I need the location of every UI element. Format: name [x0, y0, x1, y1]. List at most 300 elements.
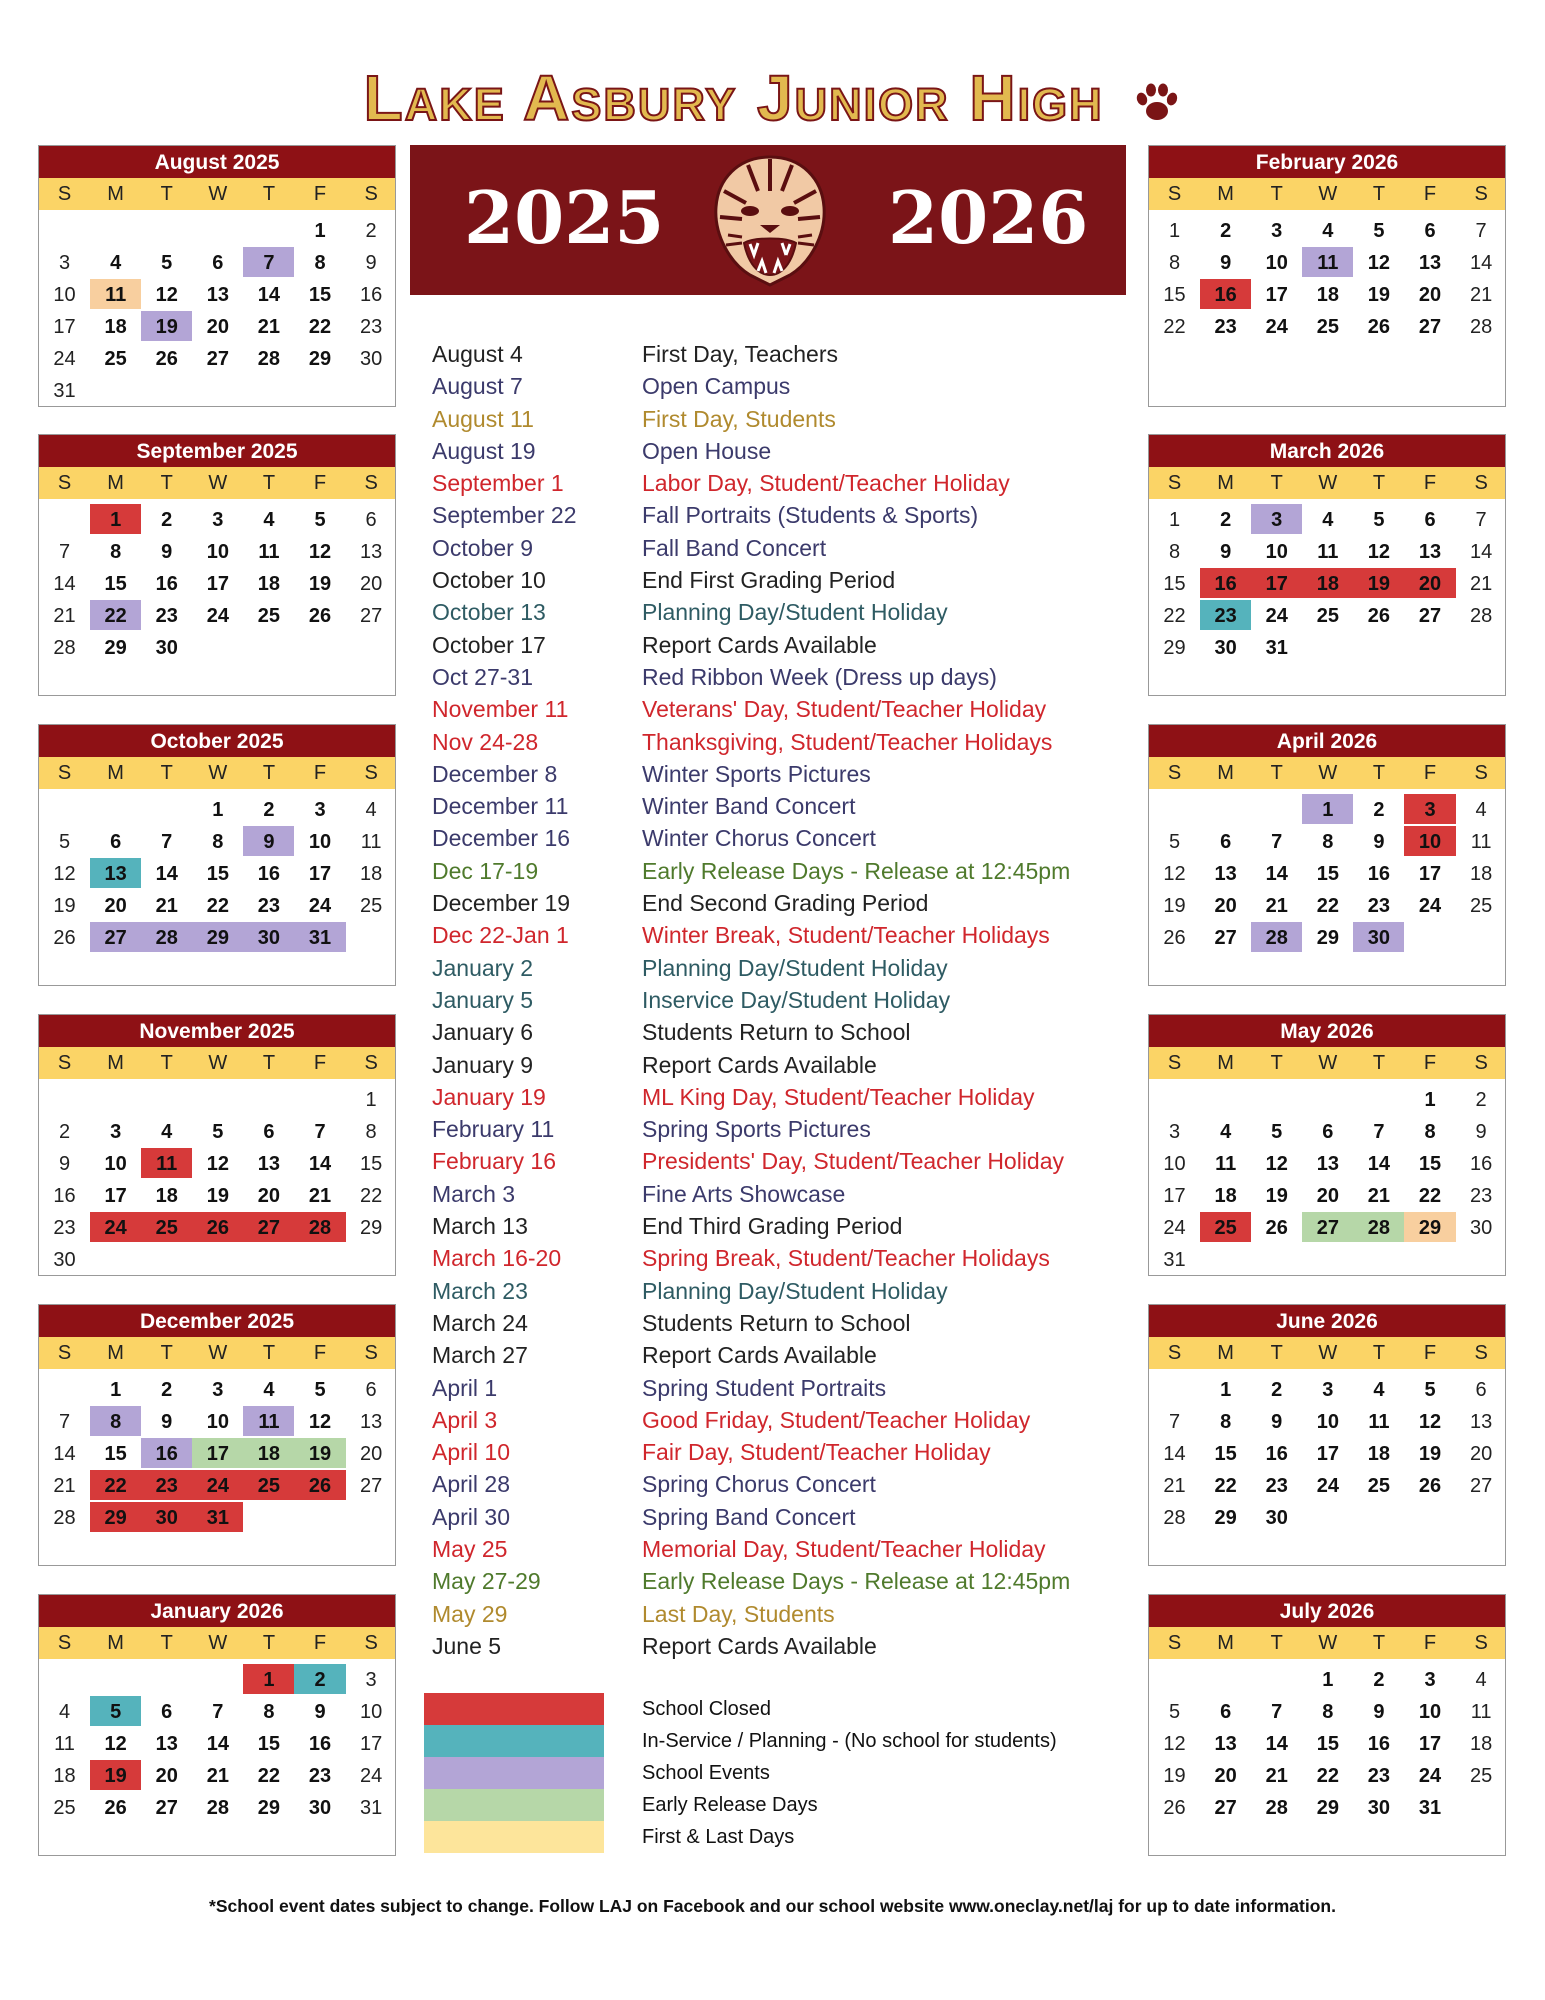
calendar-day: 23	[141, 1470, 192, 1500]
event-date: December 16	[432, 825, 571, 852]
calendar-empty-cell	[192, 632, 243, 662]
calendar-week-row	[1149, 825, 1505, 857]
calendar-day: 15	[1163, 573, 1186, 595]
calendar-day: 4	[1373, 1379, 1385, 1401]
event-date: March 27	[432, 1342, 528, 1369]
calendar-week-row	[1149, 1759, 1505, 1791]
calendar-day: 7	[212, 1701, 224, 1723]
event-description: Good Friday, Student/Teacher Holiday	[642, 1406, 1031, 1433]
calendar-day: 15	[1316, 863, 1339, 885]
weekday-label: W	[208, 1632, 228, 1654]
calendar-empty-cell	[294, 1244, 345, 1274]
weekday-label: S	[57, 762, 72, 784]
event-row	[432, 1081, 1132, 1113]
event-row	[432, 822, 1132, 854]
weekday-label: F	[313, 472, 327, 494]
calendar-day: 1	[1302, 794, 1353, 824]
calendar-empty-cell	[141, 1664, 192, 1694]
weekday-label: S	[1167, 762, 1182, 784]
calendar-day: 9	[365, 252, 377, 274]
calendar-day: 11	[360, 831, 382, 853]
calendar-week-row	[1149, 1373, 1505, 1405]
event-row	[432, 1049, 1132, 1081]
weekday-label: S	[57, 1052, 72, 1074]
calendar-day: 10	[1404, 826, 1455, 856]
calendar-day: 14	[206, 1733, 229, 1755]
weekday-label: T	[1372, 183, 1386, 205]
weekday-label: T	[1270, 1632, 1283, 1654]
calendar-day: 18	[155, 1185, 178, 1207]
calendar-week-row	[1149, 1663, 1505, 1695]
calendar-title: February 2026	[1149, 146, 1505, 178]
weekday-label: W	[1318, 1632, 1338, 1654]
page-title	[0, 58, 1545, 143]
event-date: December 8	[432, 760, 558, 787]
calendar-day: 17	[1418, 1733, 1442, 1755]
calendar-day: 17	[192, 1438, 243, 1468]
event-row	[432, 403, 1132, 435]
event-row	[432, 1016, 1132, 1048]
calendar-empty-cell	[1200, 1664, 1251, 1694]
calendar-empty-cell	[1302, 632, 1353, 662]
calendar-day: 10	[1265, 541, 1288, 563]
year-banner	[410, 145, 1126, 295]
calendar-empty-cell	[192, 1084, 243, 1114]
weekday-label: S	[364, 1052, 378, 1074]
event-date: August 11	[432, 405, 534, 432]
event-row	[432, 726, 1132, 758]
weekday-label: T	[262, 1342, 276, 1364]
calendar-empty-cell	[1456, 922, 1507, 952]
weekday-header	[39, 178, 395, 210]
event-description: Veterans' Day, Student/Teacher Holiday	[642, 696, 1047, 723]
calendar-day: 21	[1469, 573, 1493, 595]
calendar-day: 31	[294, 922, 345, 952]
event-date: September 22	[432, 502, 577, 529]
calendar-empty-cell	[1200, 1244, 1251, 1274]
calendar-day: 7	[1373, 1121, 1385, 1143]
weekday-label: S	[57, 183, 72, 205]
calendar-day: 20	[1418, 284, 1442, 306]
event-row	[432, 1242, 1132, 1274]
weekday-label: M	[107, 183, 124, 205]
calendar-day: 22	[1163, 316, 1186, 338]
event-row	[432, 1533, 1132, 1565]
calendar-day: 6	[1220, 1701, 1232, 1723]
weekday-header	[1149, 467, 1505, 499]
event-date: May 25	[432, 1535, 508, 1562]
calendar-day: 19	[53, 895, 76, 917]
calendar-feb	[1148, 145, 1506, 407]
calendar-day: 4	[58, 1701, 71, 1723]
event-description: Fall Portraits (Students & Sports)	[642, 502, 979, 529]
calendar-day: 5	[90, 1696, 141, 1726]
calendar-day: 28	[1353, 1212, 1404, 1242]
calendar-title: March 2026	[1149, 435, 1505, 467]
legend-item	[424, 1725, 1124, 1757]
calendar-day: 26	[1367, 316, 1391, 338]
calendar-oct	[38, 724, 396, 986]
calendar-day: 28	[294, 1212, 345, 1242]
event-description: Spring Break, Student/Teacher Holidays	[642, 1245, 1050, 1272]
event-date: April 1	[432, 1374, 498, 1401]
weekday-label: S	[57, 472, 72, 494]
calendar-day: 28	[1163, 1507, 1186, 1529]
calendar-day: 11	[141, 1148, 192, 1178]
event-description: Fair Day, Student/Teacher Holiday	[642, 1439, 991, 1466]
calendar-day: 22	[90, 600, 141, 630]
calendar-day: 16	[1200, 279, 1251, 309]
event-description: First Day, Students	[642, 405, 836, 432]
event-row	[432, 370, 1132, 402]
calendar-day: 23	[1367, 895, 1391, 917]
calendar-week-row	[1149, 857, 1505, 889]
calendar-day: 2	[294, 1664, 345, 1694]
calendar-day: 27	[1418, 605, 1442, 627]
calendar-day: 24	[206, 605, 229, 627]
weekday-header	[39, 1047, 395, 1079]
calendar-day: 23	[257, 895, 281, 917]
calendar-empty-cell	[1404, 632, 1455, 662]
calendar-week-row	[39, 1373, 395, 1405]
calendar-day: 25	[1367, 1475, 1391, 1497]
calendar-week-row	[1149, 1211, 1505, 1243]
calendar-day: 16	[155, 573, 178, 595]
calendar-day: 18	[1469, 1733, 1493, 1755]
calendar-day: 12	[308, 541, 332, 563]
weekday-label: S	[364, 1632, 378, 1654]
calendar-day: 22	[257, 1765, 281, 1787]
calendar-day: 20	[1316, 1185, 1339, 1207]
calendar-empty-cell	[294, 1502, 345, 1532]
calendar-day: 8	[1424, 1121, 1436, 1143]
event-description: Planning Day/Student Holiday	[642, 599, 948, 626]
calendar-day: 2	[161, 509, 173, 531]
calendar-day: 15	[1316, 1733, 1339, 1755]
calendar-day: 27	[359, 1475, 383, 1497]
calendar-day: 20	[206, 316, 229, 338]
calendar-day: 1	[314, 220, 326, 242]
calendar-day: 25	[53, 1797, 76, 1819]
calendar-jun	[1148, 1304, 1506, 1566]
calendar-day: 31	[359, 1797, 383, 1819]
calendar-empty-cell	[1353, 632, 1404, 662]
event-description: Open House	[642, 437, 772, 464]
calendar-day: 15	[1214, 1443, 1237, 1465]
calendar-day: 24	[192, 1470, 243, 1500]
calendar-empty-cell	[346, 375, 397, 405]
calendar-day: 4	[263, 509, 275, 531]
event-row	[432, 1145, 1132, 1177]
event-row	[432, 758, 1132, 790]
calendar-day: 25	[1316, 316, 1339, 338]
event-row	[432, 952, 1132, 984]
legend-swatch	[424, 1693, 604, 1725]
calendar-day: 13	[1418, 541, 1442, 563]
calendar-day: 5	[1168, 1701, 1181, 1723]
calendar-day: 18	[1316, 284, 1339, 306]
calendar-day: 5	[314, 1379, 326, 1401]
calendar-empty-cell	[1149, 794, 1200, 824]
calendar-day: 14	[1367, 1153, 1391, 1175]
calendar-day: 14	[53, 1443, 76, 1465]
calendar-day: 12	[1265, 1153, 1288, 1175]
calendar-empty-cell	[1404, 922, 1455, 952]
event-date: February 11	[432, 1116, 555, 1143]
calendar-day: 12	[155, 284, 178, 306]
event-row	[432, 1565, 1132, 1597]
calendar-day: 14	[1163, 1443, 1186, 1465]
calendar-day: 21	[53, 605, 76, 627]
calendar-day: 4	[365, 799, 377, 821]
calendar-day: 7	[1168, 1411, 1181, 1433]
calendar-day: 23	[1265, 1475, 1288, 1497]
calendar-day: 21	[1367, 1185, 1391, 1207]
calendar-empty-cell	[1251, 794, 1302, 824]
calendar-day: 7	[1475, 509, 1487, 531]
calendar-day: 17	[53, 316, 76, 338]
calendar-empty-cell	[90, 1244, 141, 1274]
weekday-label: W	[1318, 183, 1338, 205]
calendar-day: 28	[1265, 1797, 1288, 1819]
legend-swatch	[424, 1757, 604, 1789]
calendar-day: 19	[141, 311, 192, 341]
calendar-day: 12	[308, 1411, 332, 1433]
weekday-label: S	[57, 1632, 72, 1654]
calendar-day: 14	[1265, 863, 1288, 885]
calendar-week-row	[39, 567, 395, 599]
weekday-label: F	[1423, 1052, 1437, 1074]
weekday-label: W	[208, 762, 228, 784]
calendar-empty-cell	[243, 215, 294, 245]
event-row	[432, 790, 1132, 822]
calendar-day: 30	[1265, 1507, 1288, 1529]
weekday-label: T	[160, 1052, 173, 1074]
calendar-week-row	[39, 342, 395, 374]
calendar-week-row	[39, 1695, 395, 1727]
calendar-week-row	[1149, 1405, 1505, 1437]
calendar-day: 29	[257, 1797, 281, 1819]
calendar-day: 8	[1168, 541, 1181, 563]
calendar-day: 20	[359, 1443, 383, 1465]
calendar-day: 8	[1168, 252, 1181, 274]
calendar-empty-cell	[243, 1502, 294, 1532]
calendar-day: 31	[53, 380, 76, 402]
event-date: May 29	[432, 1600, 508, 1627]
calendar-day: 5	[1373, 220, 1385, 242]
calendar-week-row	[39, 599, 395, 631]
calendar-mar	[1148, 434, 1506, 696]
calendar-empty-cell	[1149, 1374, 1200, 1404]
event-description: Winter Chorus Concert	[642, 825, 876, 852]
legend-label: In-Service / Planning - (No school for students)	[642, 1729, 1057, 1752]
event-description: Fine Arts Showcase	[642, 1180, 846, 1207]
calendar-empty-cell	[294, 632, 345, 662]
legend-swatch	[424, 1821, 604, 1853]
calendar-empty-cell	[39, 1664, 90, 1694]
calendar-empty-cell	[192, 215, 243, 245]
weekday-label: F	[313, 1052, 327, 1074]
calendar-day: 18	[1302, 568, 1353, 598]
calendar-day: 18	[1214, 1185, 1237, 1207]
weekday-label: M	[1217, 1342, 1234, 1364]
calendar-day: 24	[359, 1765, 383, 1787]
calendar-day: 21	[1265, 895, 1288, 917]
calendar-dec	[38, 1304, 396, 1566]
event-row	[432, 855, 1132, 887]
calendar-day: 16	[308, 1733, 332, 1755]
weekday-label: S	[1474, 762, 1488, 784]
calendar-day: 16	[53, 1185, 76, 1207]
weekday-label: T	[1372, 1052, 1386, 1074]
calendar-day: 4	[1475, 799, 1487, 821]
calendar-day: 7	[58, 541, 71, 563]
calendar-day: 26	[1163, 1797, 1186, 1819]
event-date: September 1	[432, 470, 564, 497]
calendar-day: 15	[104, 573, 127, 595]
calendar-day: 5	[1168, 831, 1181, 853]
event-row	[432, 338, 1132, 370]
weekday-label: T	[1372, 472, 1386, 494]
calendar-empty-cell	[1302, 1084, 1353, 1114]
calendar-day: 22	[308, 316, 332, 338]
calendar-empty-cell	[243, 632, 294, 662]
calendar-day: 3	[212, 1379, 224, 1401]
calendar-day: 25	[1200, 1212, 1251, 1242]
paw-print-icon	[1133, 63, 1181, 143]
event-description: Winter Band Concert	[642, 793, 856, 820]
calendar-week-row	[1149, 599, 1505, 631]
weekday-label: S	[1167, 1052, 1182, 1074]
calendar-day: 26	[1265, 1217, 1288, 1239]
calendar-day: 5	[1373, 509, 1385, 531]
calendar-day: 19	[308, 573, 332, 595]
legend-item	[424, 1693, 1124, 1725]
calendar-week-row	[39, 793, 395, 825]
event-description: Spring Student Portraits	[642, 1374, 887, 1401]
calendar-day: 17	[359, 1733, 383, 1755]
weekday-label: M	[1217, 472, 1234, 494]
event-row	[432, 1210, 1132, 1242]
calendar-week-row	[1149, 567, 1505, 599]
calendar-empty-cell	[39, 1084, 90, 1114]
event-date: November 11	[432, 696, 569, 723]
calendar-day: 21	[1469, 284, 1493, 306]
calendar-day: 28	[141, 922, 192, 952]
event-row	[432, 1178, 1132, 1210]
weekday-header	[39, 1337, 395, 1369]
calendar-empty-cell	[90, 215, 141, 245]
legend-swatch	[424, 1725, 604, 1757]
calendar-week-row	[1149, 214, 1505, 246]
calendar-day: 2	[161, 1379, 173, 1401]
calendar-day: 25	[257, 605, 281, 627]
event-description: Early Release Days - Release at 12:45pm	[642, 1568, 1071, 1595]
calendar-day: 8	[90, 1406, 141, 1436]
calendar-title: August 2025	[39, 146, 395, 178]
weekday-label: W	[1318, 1052, 1338, 1074]
event-date: October 13	[432, 599, 546, 626]
calendar-day: 10	[1163, 1153, 1186, 1175]
calendar-day: 2	[1220, 509, 1232, 531]
calendar-day: 8	[212, 831, 224, 853]
calendar-day: 2	[1475, 1089, 1487, 1111]
calendar-day: 6	[1424, 509, 1436, 531]
calendar-jan	[38, 1594, 396, 1856]
calendar-day: 16	[257, 863, 281, 885]
calendar-day: 3	[1424, 1669, 1436, 1691]
legend-swatch	[424, 1789, 604, 1821]
calendar-day: 23	[53, 1217, 76, 1239]
calendar-week-row	[39, 1405, 395, 1437]
footnote: *School event dates subject to change. Follow LAJ on Facebook and our school website www.oneclay.net/laj for up to date information.	[209, 1896, 1336, 1916]
calendar-day: 10	[308, 831, 332, 853]
weekday-label: T	[160, 472, 173, 494]
calendar-day: 17	[1163, 1185, 1186, 1207]
calendar-day: 27	[206, 348, 229, 370]
weekday-label: F	[1423, 762, 1437, 784]
weekday-label: S	[364, 472, 378, 494]
weekday-label: T	[262, 762, 276, 784]
calendar-day: 11	[258, 541, 280, 563]
calendar-day: 3	[365, 1669, 377, 1691]
weekday-label: T	[1372, 1342, 1386, 1364]
event-date: February 16	[432, 1148, 557, 1175]
calendar-day: 17	[1316, 1443, 1339, 1465]
calendar-week-row	[1149, 921, 1505, 953]
calendar-day: 8	[263, 1701, 275, 1723]
calendar-day: 4	[1475, 1669, 1487, 1691]
calendar-day: 24	[1265, 316, 1288, 338]
calendar-week-row	[1149, 631, 1505, 663]
calendar-day: 14	[1265, 1733, 1288, 1755]
calendar-day: 11	[1215, 1153, 1237, 1175]
calendar-day: 2	[1373, 1669, 1385, 1691]
calendar-day: 5	[1271, 1121, 1283, 1143]
calendar-empty-cell	[243, 1244, 294, 1274]
calendar-day: 16	[1367, 1733, 1391, 1755]
calendar-empty-cell	[141, 215, 192, 245]
legend-label: Early Release Days	[642, 1793, 818, 1816]
calendar-day: 27	[1418, 316, 1442, 338]
weekday-label: T	[1270, 183, 1283, 205]
calendar-week-row	[39, 825, 395, 857]
calendar-week-row	[1149, 246, 1505, 278]
calendar-day: 3	[1404, 794, 1455, 824]
calendar-day: 14	[1469, 252, 1493, 274]
calendar-week-row	[39, 1437, 395, 1469]
calendar-day: 20	[359, 573, 383, 595]
calendar-day: 23	[155, 605, 178, 627]
weekday-header	[39, 1627, 395, 1659]
event-date: April 10	[432, 1439, 510, 1466]
weekday-label: T	[1372, 1632, 1386, 1654]
calendar-day: 13	[1214, 863, 1237, 885]
weekday-label: T	[1270, 1052, 1283, 1074]
calendar-day: 13	[359, 541, 383, 563]
event-description: Report Cards Available	[642, 1342, 877, 1369]
calendar-week-row	[39, 278, 395, 310]
weekday-label: F	[313, 1632, 327, 1654]
event-description: Report Cards Available	[642, 1051, 877, 1078]
legend-label: School Events	[642, 1761, 770, 1784]
calendar-day: 16	[1469, 1153, 1493, 1175]
calendar-day: 10	[359, 1701, 383, 1723]
calendar-day: 4	[263, 1379, 275, 1401]
calendar-day: 6	[1322, 1121, 1334, 1143]
calendar-day: 11	[90, 279, 141, 309]
calendar-day: 22	[1418, 1185, 1442, 1207]
